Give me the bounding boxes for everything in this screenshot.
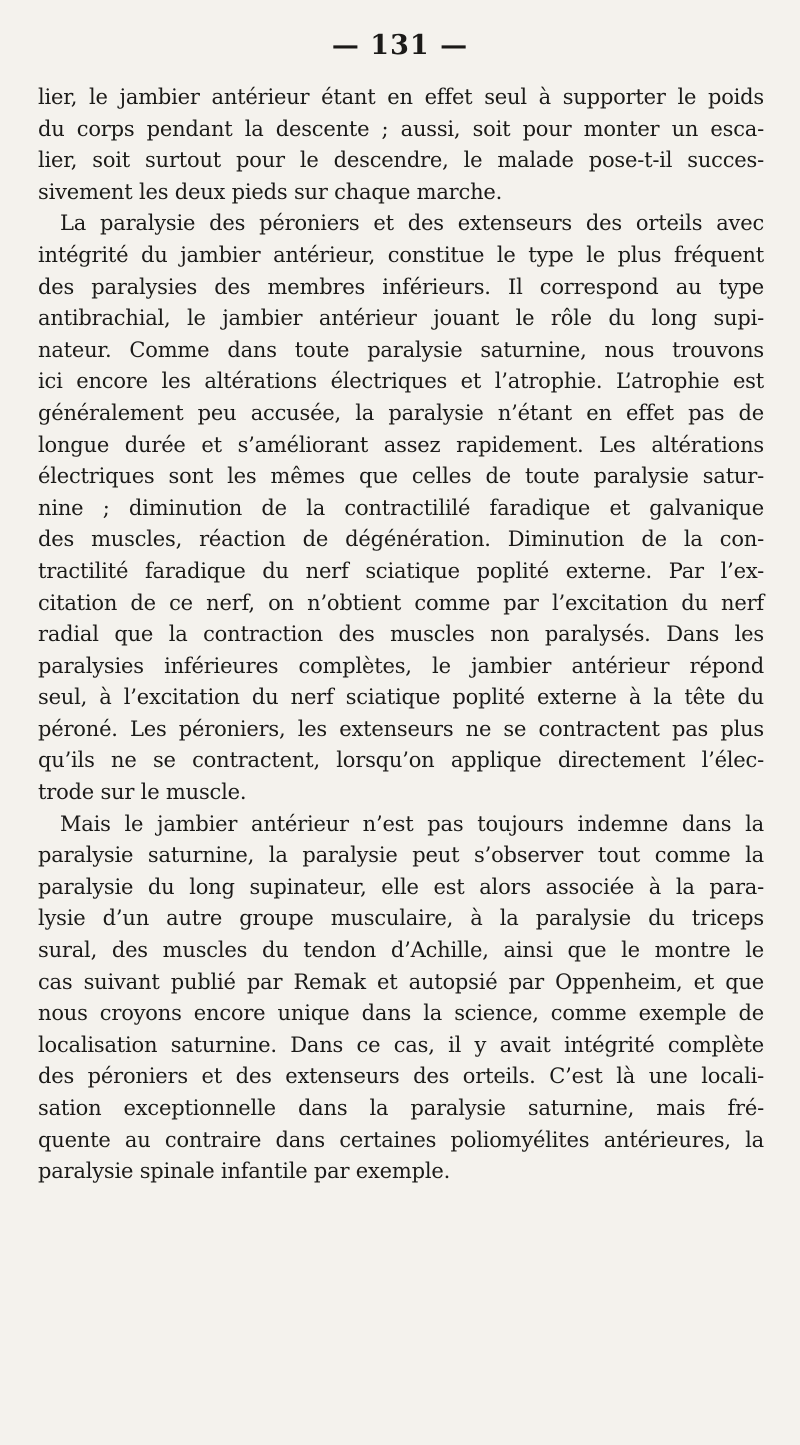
- text-line: lier, soit surtout pour le descendre, le malade pose-t-il succes-: [38, 148, 764, 173]
- text-line: localisation saturnine. Dans ce cas, il y avait intégrité complète: [38, 1032, 764, 1057]
- text-line: des muscles, réaction de dégénération. Diminution de la con-: [38, 527, 764, 552]
- text-line: paralysies inférieures complètes, le jambier antérieur répond: [38, 653, 764, 678]
- text-line: trode sur le muscle.: [38, 780, 247, 805]
- text-line: qu’ils ne se contractent, lorsqu’on applique directement l’élec-: [38, 748, 764, 773]
- text-line: Mais le jambier antérieur n’est pas toujours indemne dans la: [60, 811, 764, 836]
- text-line: ici encore les altérations électriques et l’atrophie. L’atrophie est: [38, 369, 764, 394]
- text-line: La paralysie des péroniers et des extenseurs des orteils avec: [60, 211, 764, 236]
- paragraph: [38, 208, 764, 808]
- text-line: paralysie saturnine, la paralysie peut s’observer tout comme la: [38, 843, 764, 868]
- text-line: paralysie spinale infantile par exemple.: [38, 1159, 451, 1184]
- text-line: sation exceptionnelle dans la paralysie saturnine, mais fré-: [38, 1096, 764, 1120]
- text-line: seul, à l’excitation du nerf sciatique poplité externe à la tête du: [38, 685, 764, 710]
- text-line: antibrachial, le jambier antérieur jouant le rôle du long supi-: [38, 306, 764, 331]
- page-number: — 131 —: [331, 30, 469, 61]
- text-line: des péroniers et des extenseurs des orteils. C’est là une locali-: [38, 1064, 764, 1089]
- text-line: péroné. Les péroniers, les extenseurs ne se contractent pas plus: [38, 716, 764, 741]
- text-line: intégrité du jambier antérieur, constitue le type le plus fréquent: [38, 242, 764, 267]
- text-line: radial que la contraction des muscles non paralysés. Dans les: [38, 622, 764, 647]
- body-text: [38, 82, 764, 1188]
- text-line: nine ; diminution de la contractililé faradique et galvanique: [38, 495, 764, 520]
- text-line: quente au contraire dans certaines poliomyélites antérieures, la: [38, 1127, 764, 1152]
- text-line: nous croyons encore unique dans la science, comme exemple de: [38, 1001, 764, 1026]
- text-line: nateur. Comme dans toute paralysie saturnine, nous trouvons: [38, 337, 764, 362]
- text-line: lier, le jambier antérieur étant en effet seul à supporter le poids: [38, 85, 764, 109]
- text-line: longue durée et s’améliorant assez rapidement. Les altérations: [38, 432, 764, 457]
- text-line: des paralysies des membres inférieurs. Il correspond au type: [38, 274, 764, 299]
- text-line: électriques sont les mêmes que celles de toute paralysie satur-: [38, 464, 764, 489]
- text-line: sural, des muscles du tendon d’Achille, ainsi que le montre le: [38, 938, 764, 963]
- paragraph: [38, 82, 764, 208]
- text-line: citation de ce nerf, on n’obtient comme par l’excitation du nerf: [38, 590, 764, 615]
- text-line: généralement peu accusée, la paralysie n’étant en effet pas de: [38, 400, 764, 425]
- text-line: lysie d’un autre groupe musculaire, à la paralysie du triceps: [38, 906, 764, 931]
- text-line: paralysie du long supinateur, elle est alors associée à la para-: [38, 874, 764, 899]
- paragraph: [38, 809, 764, 1188]
- text-line: tractilité faradique du nerf sciatique poplité externe. Par l’ex-: [38, 558, 764, 583]
- text-line: cas suivant publié par Remak et autopsié par Oppenheim, et que: [38, 969, 764, 994]
- text-line: du corps pendant la descente ; aussi, soit pour monter un esca-: [38, 116, 764, 141]
- text-line: sivement les deux pieds sur chaque marche.: [38, 179, 503, 204]
